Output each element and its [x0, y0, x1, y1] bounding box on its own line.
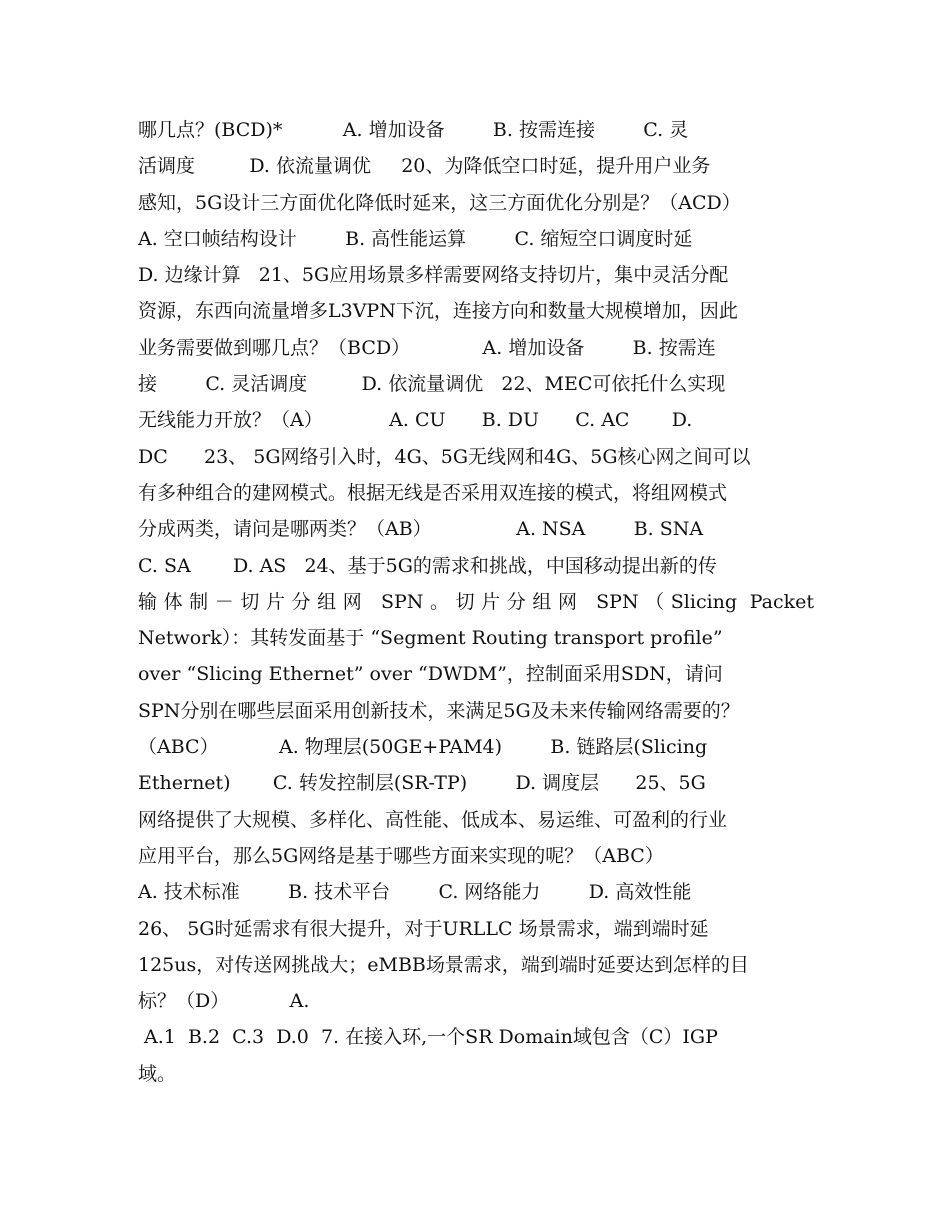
text-line: DC 23、 5G网络引入时，4G、5G无线网和4G、5G核心网之间可以	[138, 445, 751, 468]
text-line: 无线能力开放？（A） A. CU B. DU C. AC D.	[138, 409, 693, 432]
text-line: 资源，东西向流量增多L3VPN下沉，连接方向和数量大规模增加，因此	[138, 300, 738, 323]
text-line: A. 技术标准 B. 技术平台 C. 网络能力 D. 高效性能	[138, 881, 692, 904]
text-line: 26、 5G时延需求有很大提升，对于URLLC 场景需求，端到端时延	[138, 917, 709, 940]
text-line: 应用平台，那么5G网络是基于哪些方面来实现的呢？（ABC）	[138, 844, 664, 867]
text-line: 接 C. 灵活调度 D. 依流量调优 22、MEC可依托什么实现	[138, 373, 726, 396]
text-line: 网络提供了大规模、多样化、高性能、低成本、易运维、可盈利的行业	[138, 808, 728, 831]
text-line: 输体制－切片分组网 SPN。切片分组网 SPN（Slicing Packet	[138, 590, 814, 613]
text-line: 分成两类，请问是哪两类？（AB） A. NSA B. SNA	[138, 518, 704, 541]
text-line: Network）：其转发面基于 “Segment Routing transport profile”	[138, 627, 723, 650]
text-line: A. 空口帧结构设计 B. 高性能运算 C. 缩短空口调度时延	[138, 227, 693, 250]
text-line: 域。	[138, 1062, 177, 1085]
text-line: SPN分别在哪些层面采用创新技术，来满足5G及未来传输网络需要的？	[138, 699, 740, 722]
text-line: 有多种组合的建网模式。根据无线是否采用双连接的模式，将组网模式	[138, 481, 728, 504]
text-line: 标？（D） A.	[138, 990, 310, 1013]
text-line: Ethernet) C. 转发控制层(SR-TP) D. 调度层 25、5G	[138, 772, 706, 795]
text-line: 哪几点？(BCD)* A. 增加设备 B. 按需连接 C. 灵	[138, 119, 689, 141]
text-line: 感知，5G设计三方面优化降低时延来，这三方面优化分别是？（ACD）	[138, 191, 741, 214]
text-line: D. 边缘计算 21、5G应用场景多样需要网络支持切片，集中灵活分配	[138, 264, 729, 287]
text-line: 125us，对传送网挑战大；eMBB场景需求，端到端时延要达到怎样的目	[138, 953, 749, 976]
text-line: 活调度 D. 依流量调优 20、为降低空口时延，提升用户业务	[138, 155, 711, 178]
text-line: （ABC） A. 物理层(50GE+PAM4) B. 链路层(Slicing	[138, 736, 708, 759]
text-line: over “Slicing Ethernet” over “DWDM”，控制面采用SDN，请问	[138, 663, 723, 686]
text-line: C. SA D. AS 24、基于5G的需求和挑战，中国移动提出新的传	[138, 554, 717, 577]
text-line: 业务需要做到哪几点？（BCD） A. 增加设备 B. 按需连	[138, 336, 716, 359]
document-body	[138, 112, 814, 1092]
text-line: A.1 B.2 C.3 D.0 7. 在接入环,一个SR Domain域包含（C）IGP	[138, 1026, 718, 1049]
